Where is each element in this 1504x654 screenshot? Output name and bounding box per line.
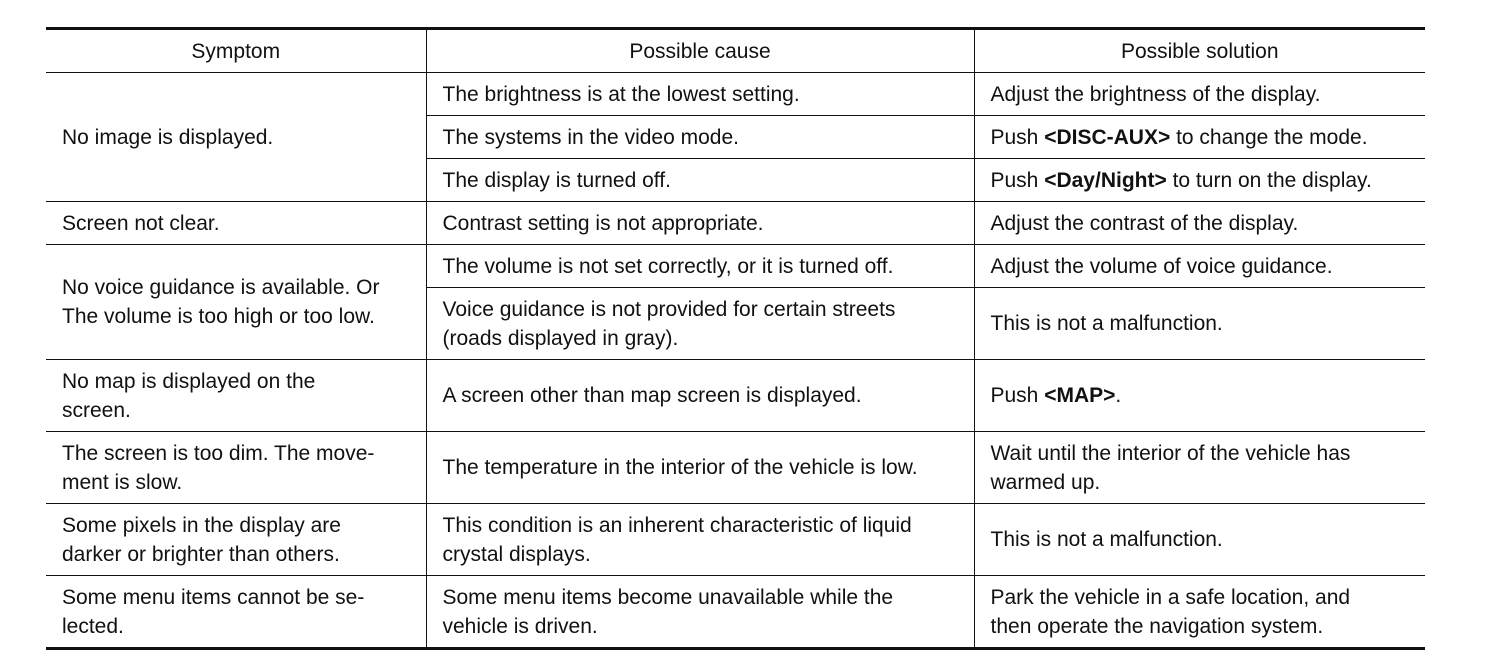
symptom-cell: Screen not clear. (46, 202, 426, 245)
table-row (46, 73, 1425, 116)
solution-text: . (1115, 384, 1122, 407)
solution-cell: Adjust the brightness of the display. (974, 73, 1425, 116)
troubleshooting-table (46, 27, 1425, 650)
cause-cell: The brightness is at the lowest setting. (426, 73, 974, 116)
solution-line: Park the vehicle in a safe location, and (990, 585, 1351, 609)
solution-cell (974, 116, 1425, 159)
key-label-day-night: <Day/Night> (1044, 168, 1167, 192)
table-row (46, 576, 1425, 649)
symptom-cell (46, 504, 426, 576)
symptom-cell (46, 432, 426, 504)
header-symptom: Symptom (46, 29, 426, 73)
solution-text: Push (990, 168, 1045, 192)
symptom-cell (46, 245, 426, 360)
symptom-line: lected. (62, 614, 124, 638)
cause-line: This condition is an inherent characteristic of liquid (442, 513, 912, 537)
cause-cell: The systems in the video mode. (426, 116, 974, 159)
solution-text: Push (990, 384, 1045, 407)
solution-text: to change the mode. (1170, 125, 1368, 149)
cause-cell: A screen other than map screen is displayed. (426, 360, 974, 432)
solution-cell (974, 432, 1425, 504)
symptom-cell (46, 576, 426, 649)
header-possible-solution: Possible solution (974, 29, 1425, 73)
table-row (46, 360, 1425, 432)
symptom-line: No voice guidance is available. Or (62, 276, 380, 299)
symptom-line: Some menu items cannot be se- (62, 585, 365, 609)
key-label-map: <MAP> (1044, 384, 1116, 407)
solution-text: Push (990, 125, 1045, 149)
cause-cell (426, 576, 974, 649)
troubleshooting-table-wrapper (46, 27, 1425, 650)
cause-cell: The temperature in the interior of the vehicle is low. (426, 432, 974, 504)
cause-line: vehicle is driven. (442, 614, 598, 638)
solution-cell: This is not a malfunction. (974, 288, 1425, 360)
cause-cell (426, 288, 974, 360)
table-row (46, 245, 1425, 288)
cause-line: Voice guidance is not provided for certain streets (442, 297, 896, 321)
cause-line: (roads displayed in gray). (442, 326, 679, 350)
solution-cell (974, 159, 1425, 202)
symptom-line: screen. (62, 398, 131, 422)
solution-cell: This is not a malfunction. (974, 504, 1425, 576)
solution-line: then operate the navigation system. (990, 614, 1324, 638)
header-possible-cause: Possible cause (426, 29, 974, 73)
table-row (46, 202, 1425, 245)
cause-line: crystal displays. (442, 542, 591, 566)
table-row (46, 432, 1425, 504)
solution-cell: Adjust the contrast of the display. (974, 202, 1425, 245)
header-row (46, 29, 1425, 73)
symptom-cell (46, 360, 426, 432)
symptom-line: The screen is too dim. The move- (62, 441, 375, 465)
cause-cell: The volume is not set correctly, or it is turned off. (426, 245, 974, 288)
cause-cell: The display is turned off. (426, 159, 974, 202)
symptom-line: The volume is too high or too low. (62, 305, 375, 328)
solution-text: to turn on the display. (1166, 168, 1372, 192)
symptom-line: darker or brighter than others. (62, 542, 340, 566)
solution-line: warmed up. (990, 470, 1101, 494)
cause-cell (426, 504, 974, 576)
solution-cell (974, 576, 1425, 649)
solution-cell (974, 360, 1425, 432)
symptom-line: Some pixels in the display are (62, 513, 341, 537)
symptom-line: No map is displayed on the (62, 369, 316, 393)
key-label-disc-aux: <DISC-AUX> (1044, 125, 1171, 149)
table-row (46, 504, 1425, 576)
symptom-cell: No image is displayed. (46, 73, 426, 202)
solution-line: Wait until the interior of the vehicle has (990, 441, 1351, 465)
cause-cell: Contrast setting is not appropriate. (426, 202, 974, 245)
symptom-line: ment is slow. (62, 470, 183, 494)
solution-cell: Adjust the volume of voice guidance. (974, 245, 1425, 288)
cause-line: Some menu items become unavailable while the (442, 585, 894, 609)
